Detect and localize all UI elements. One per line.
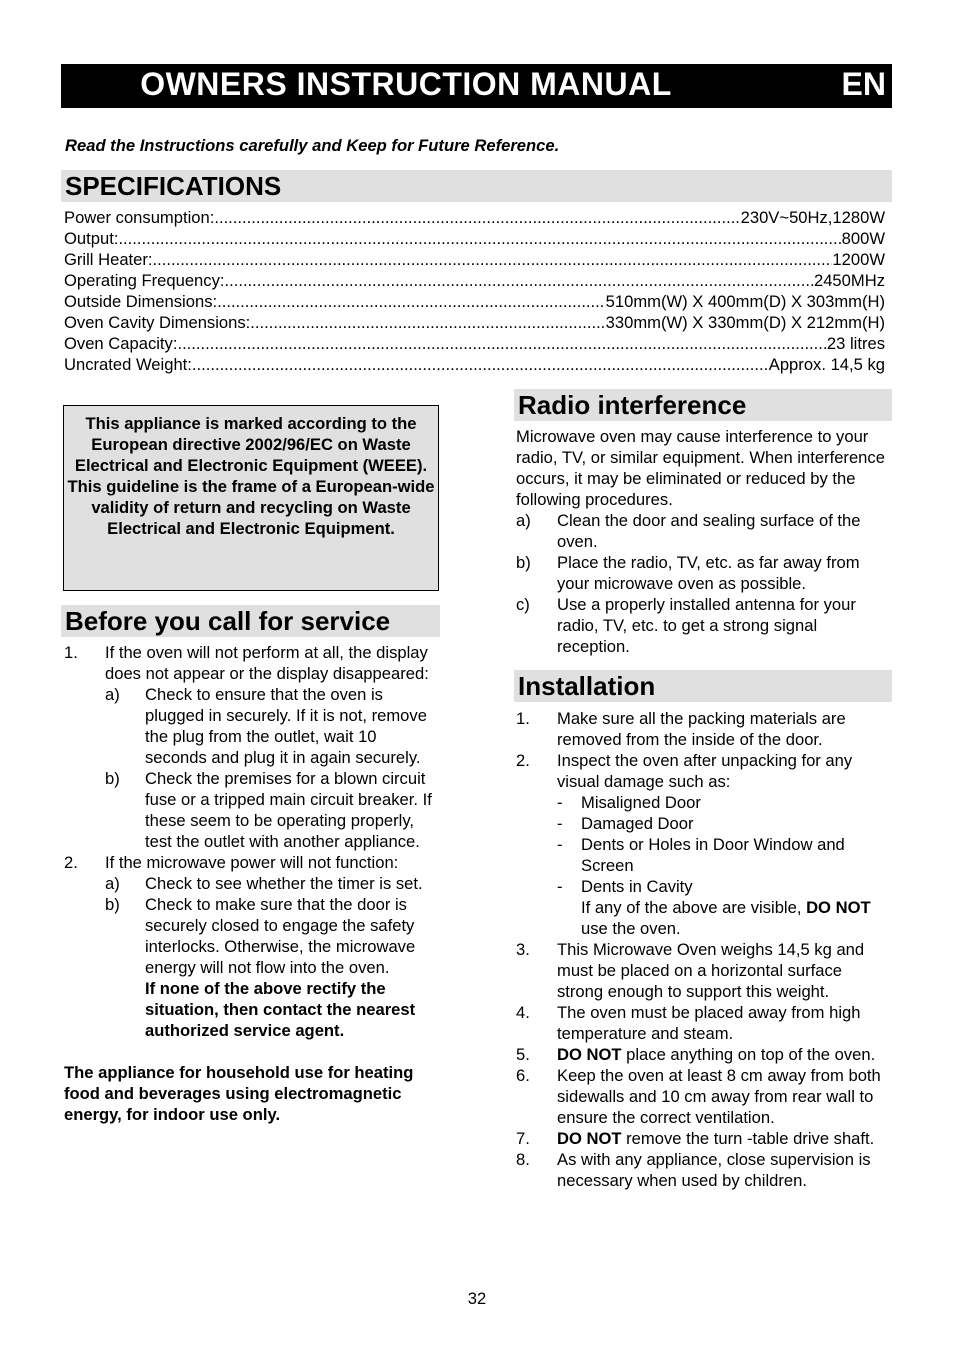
item-text: Inspect the oven after unpacking for any visual damage such as: <box>557 751 853 791</box>
item-text: This Microwave Oven weighs 14,5 kg and must be placed on a horizontal surface strong enough to support this weight. <box>557 940 865 1001</box>
list-item <box>516 1065 892 1128</box>
service-list <box>64 642 439 1125</box>
sub-item-letter: b) <box>105 895 120 914</box>
sub-item-letter: a) <box>105 685 120 704</box>
item-text: Use a properly installed antenna for your radio, TV, etc. to get a strong signal reception. <box>557 595 856 656</box>
item-number: 1. <box>516 709 530 728</box>
language-code: EN <box>841 66 886 102</box>
dash-bullet: - <box>557 814 563 833</box>
item-letter: c) <box>516 595 530 614</box>
damage-text: Damaged Door <box>581 814 694 833</box>
item-text: DO NOT place anything on top of the oven. <box>557 1045 876 1064</box>
sub-item-letter: b) <box>105 769 120 788</box>
service-agent-note: If none of the above rectify the situation, then contact the nearest authorized service agent. <box>145 979 416 1040</box>
list-item <box>516 1128 892 1149</box>
intro-note: Read the Instructions carefully and Keep for Future Reference. <box>65 136 560 155</box>
sub-item-text: Check the premises for a blown circuit fuse or a tripped main circuit breaker. If these seem to be operating properly, test the outlet with another appliance. <box>145 769 432 851</box>
spec-label: Uncrated Weight: <box>64 355 192 374</box>
item-text: The oven must be placed away from high temperature and steam. <box>557 1003 861 1043</box>
list-item <box>516 939 892 1002</box>
spec-row <box>64 207 885 228</box>
page-title: OWNERS INSTRUCTION MANUAL <box>140 66 672 102</box>
sub-item-letter: a) <box>105 874 120 893</box>
list-item <box>516 1044 892 1065</box>
item-text: As with any appliance, close supervision is necessary when used by children. <box>557 1150 871 1190</box>
spec-label: Oven Capacity: <box>64 334 178 353</box>
item-number: 2. <box>516 751 530 770</box>
sub-item <box>105 768 439 852</box>
sub-item <box>105 894 439 1041</box>
sub-item-text: Check to ensure that the oven is plugged in securely. If it is not, remove the plug from the outlet, wait 10 seconds and plug it in again securely. <box>145 685 427 767</box>
spec-value: 230V~50Hz,1280W <box>740 208 885 227</box>
spec-value: 330mm(W) X 330mm(D) X 212mm(H) <box>605 313 885 332</box>
household-use-note: The appliance for household use for heating food and beverages using electromagnetic energy, for indoor use only. <box>64 1063 414 1124</box>
item-number: 2. <box>64 853 78 872</box>
item-number: 6. <box>516 1066 530 1085</box>
list-item <box>516 552 892 594</box>
spec-value: 23 litres <box>826 334 885 353</box>
sub-item-text: Check to make sure that the door is securely closed to engage the safety interlocks. Otherwise, the microwave energy will not flow into the oven. <box>145 895 416 977</box>
spec-value: Approx. 14,5 kg <box>768 355 885 374</box>
damage-item <box>557 813 892 834</box>
spec-value: 2450MHz <box>813 271 885 290</box>
spec-label: Operating Frequency: <box>64 271 225 290</box>
list-item <box>516 1002 892 1044</box>
spec-label: Outside Dimensions: <box>64 292 218 311</box>
installation-heading: Installation <box>514 670 892 702</box>
spec-value: 510mm(W) X 400mm(D) X 303mm(H) <box>605 292 885 311</box>
page-number: 32 <box>467 1289 487 1308</box>
item-text: Make sure all the packing materials are removed from the inside of the door. <box>557 709 846 749</box>
sub-item-text: Check to see whether the timer is set. <box>145 874 423 893</box>
spec-value: 1200W <box>832 250 885 269</box>
spec-label: Oven Cavity Dimensions: <box>64 313 251 332</box>
specifications-list <box>64 207 885 375</box>
item-text: If the oven will not perform at all, the display does not appear or the display disappeared: <box>105 643 429 683</box>
damage-text: Dents in Cavity <box>581 877 693 896</box>
item-number: 4. <box>516 1003 530 1022</box>
item-number: 1. <box>64 643 78 662</box>
radio-intro: Microwave oven may cause interference to your radio, TV, or similar equipment. When interference occurs, it may be eliminated or reduced by the following procedures. <box>516 427 885 509</box>
spec-row <box>64 270 885 291</box>
header-bar <box>61 64 892 108</box>
dash-bullet: - <box>557 877 563 896</box>
item-text: Clean the door and sealing surface of the oven. <box>557 511 861 551</box>
spec-value: 800W <box>841 229 885 248</box>
list-item <box>516 708 892 750</box>
item-text: DO NOT remove the turn -table drive shaft. <box>557 1129 875 1148</box>
spec-label: Output: <box>64 229 119 248</box>
spec-row <box>64 291 885 312</box>
list-item <box>516 1149 892 1191</box>
spec-row <box>64 312 885 333</box>
item-text: Place the radio, TV, etc. as far away from your microwave oven as possible. <box>557 553 860 593</box>
damage-item <box>557 834 892 876</box>
sub-item <box>105 873 439 894</box>
item-text: Keep the oven at least 8 cm away from both sidewalls and 10 cm away from rear wall to ensure the correct ventilation. <box>557 1066 881 1127</box>
weee-paragraph: This guideline is the frame of a European-wide validity of return and recycling on Waste Electrical and Electronic Equipment. <box>67 477 435 538</box>
service-heading: Before you call for service <box>61 605 440 637</box>
list-item <box>64 642 439 852</box>
radio-section <box>516 426 892 657</box>
damage-text: Misaligned Door <box>581 793 701 812</box>
item-number: 8. <box>516 1150 530 1169</box>
damage-warning: If any of the above are visible, DO NOT use the oven. <box>581 898 871 938</box>
item-number: 5. <box>516 1045 530 1064</box>
spec-row <box>64 333 885 354</box>
list-item <box>64 852 439 1041</box>
spec-row <box>64 354 885 375</box>
spec-label: Grill Heater: <box>64 250 153 269</box>
spec-label: Power consumption: <box>64 208 215 227</box>
installation-list <box>516 708 892 1191</box>
item-letter: b) <box>516 553 531 572</box>
item-number: 3. <box>516 940 530 959</box>
spec-row <box>64 249 885 270</box>
list-item <box>516 750 892 939</box>
damage-text: Dents or Holes in Door Window and Screen <box>581 835 845 875</box>
damage-item <box>557 792 892 813</box>
list-item <box>516 510 892 552</box>
radio-heading: Radio interference <box>514 389 892 421</box>
damage-item <box>557 876 892 939</box>
weee-paragraph: This appliance is marked according to the European directive 2002/96/EC on Waste Electrical and Electronic Equipment (WEEE). <box>74 414 428 475</box>
dash-bullet: - <box>557 793 563 812</box>
specifications-heading: SPECIFICATIONS <box>61 170 892 202</box>
spec-row <box>64 228 885 249</box>
weee-notice-box <box>63 405 439 591</box>
dash-bullet: - <box>557 835 563 854</box>
sub-item <box>105 684 439 768</box>
list-item <box>516 594 892 657</box>
item-text: If the microwave power will not function: <box>105 853 399 872</box>
item-letter: a) <box>516 511 531 530</box>
item-number: 7. <box>516 1129 530 1148</box>
